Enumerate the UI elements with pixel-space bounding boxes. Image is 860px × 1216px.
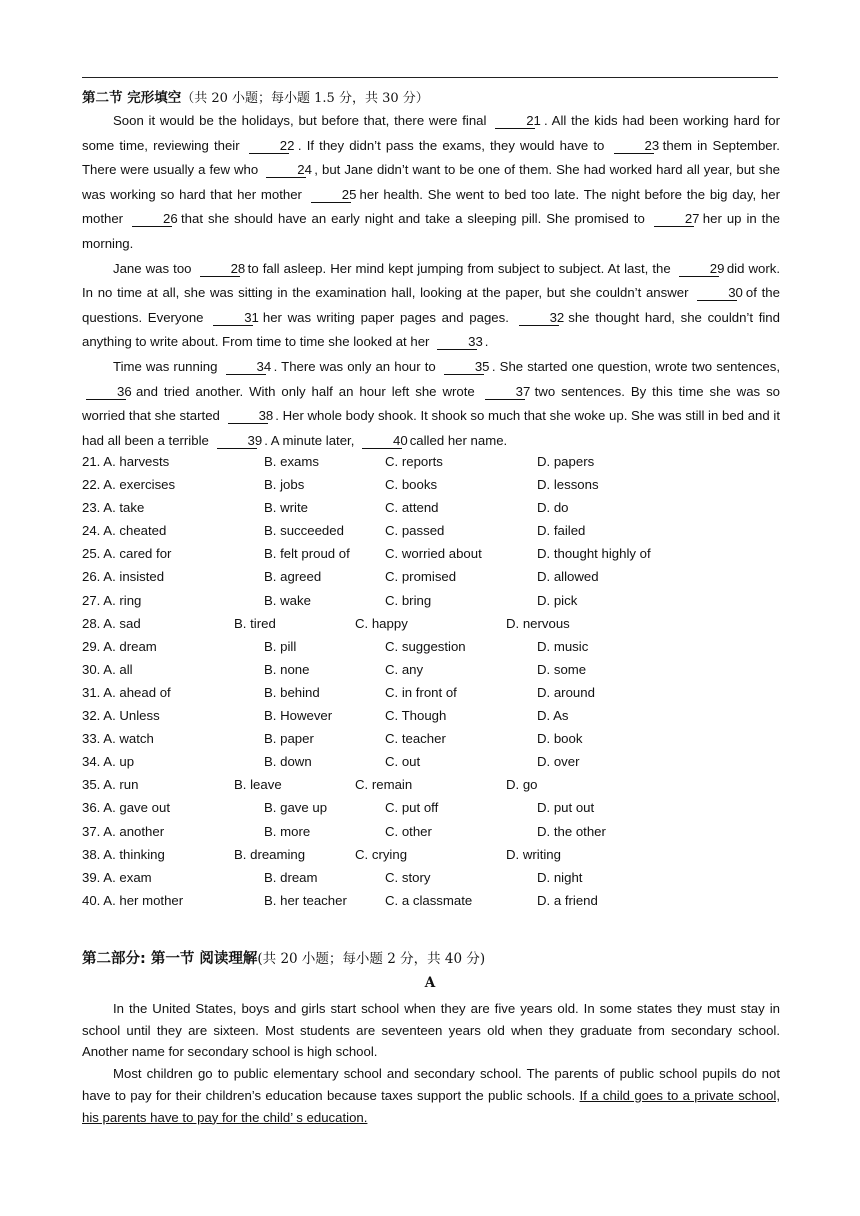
option-a: 36. A. gave out bbox=[82, 800, 170, 816]
option-b: B. dream bbox=[264, 869, 318, 885]
option-row bbox=[82, 777, 780, 800]
cloze-blank: 39 bbox=[217, 433, 257, 449]
option-row bbox=[82, 593, 780, 616]
option-row bbox=[82, 546, 780, 569]
cloze-blank: 33 bbox=[437, 334, 477, 350]
reading-paragraph-2 bbox=[82, 1063, 780, 1128]
option-c: C. crying bbox=[355, 846, 408, 862]
option-b: B. succeeded bbox=[264, 523, 344, 539]
cloze-text: did work. In no time at all, she was sitting in the examination hall, looking at the paper, but she couldn’t answer bbox=[82, 260, 781, 301]
cloze-text: she thought hard, she couldn’t find anything to write about. From time to time she looked at her bbox=[82, 309, 780, 350]
cloze-text: her was writing paper pages and pages. bbox=[262, 309, 509, 325]
option-d: D. papers bbox=[537, 454, 595, 469]
cloze-blank: 30 bbox=[697, 285, 737, 301]
option-a: 40. A. her mother bbox=[82, 892, 184, 908]
cloze-text: . She started one question, wrote two sentences, bbox=[491, 358, 781, 374]
option-a: 39. A. exam bbox=[82, 869, 152, 885]
cloze-blank: 35 bbox=[444, 359, 484, 375]
option-d: D. some bbox=[537, 661, 587, 677]
reading-paragraph-1: In the United States, boys and girls start school when they are five years old. In some states they must stay in school until they are sixteen. Most students are seventeen years old when they graduate from secondary school. Another name for secondary school is high school. bbox=[82, 1001, 780, 1060]
option-c: C. story bbox=[385, 869, 431, 885]
part2-note: (共 20 小题；每小题 2 分，共 40 分) bbox=[257, 951, 486, 967]
option-row bbox=[82, 477, 780, 500]
option-d: D. around bbox=[537, 684, 595, 700]
option-row bbox=[82, 523, 780, 546]
option-a: 31. A. ahead of bbox=[82, 684, 171, 700]
option-d: D. put out bbox=[537, 800, 595, 816]
option-c: C. teacher bbox=[385, 731, 446, 747]
option-d: D. do bbox=[537, 500, 569, 516]
option-c: C. bring bbox=[385, 592, 432, 608]
option-d: D. a friend bbox=[537, 892, 598, 908]
option-row bbox=[82, 754, 780, 777]
cloze-blank: 28 bbox=[200, 261, 240, 277]
option-c: C. other bbox=[385, 823, 432, 839]
option-c: C. a classmate bbox=[385, 892, 473, 908]
option-row bbox=[82, 569, 780, 592]
option-d: D. nervous bbox=[506, 615, 570, 631]
option-b: B. behind bbox=[264, 684, 320, 700]
option-row bbox=[82, 639, 780, 662]
cloze-text: her up in the morning. bbox=[82, 211, 780, 251]
option-a: 24. A. cheated bbox=[82, 523, 167, 539]
option-b: B. felt proud of bbox=[264, 546, 350, 562]
cloze-paragraph bbox=[82, 109, 780, 257]
option-c: C. in front of bbox=[385, 684, 457, 700]
cloze-text: , but Jane didn’t want to be one of them. She had worked hard all year, but she was working so hard that her mother bbox=[82, 162, 781, 202]
option-row bbox=[82, 731, 780, 754]
cloze-blank: 22 bbox=[249, 138, 289, 154]
option-c: C. promised bbox=[385, 569, 457, 585]
option-a: 21. A. harvests bbox=[82, 454, 170, 469]
cloze-blank: 26 bbox=[132, 211, 172, 227]
cloze-text: them in September. There were usually a few who bbox=[82, 137, 780, 178]
option-b: B. more bbox=[264, 823, 311, 839]
cloze-blank: 27 bbox=[654, 211, 694, 227]
option-a: 32. A. Unless bbox=[82, 708, 160, 724]
cloze-text: called her name. bbox=[409, 432, 508, 448]
options-list bbox=[82, 454, 780, 916]
part2-title: 第二部分: 第一节 阅读理解 bbox=[82, 951, 258, 967]
cloze-text: her health. She went to bed too late. The night before the big day, her mother bbox=[82, 186, 780, 227]
option-a: 30. A. all bbox=[82, 661, 133, 677]
option-d: D. thought highly of bbox=[537, 546, 651, 562]
option-d: D. night bbox=[537, 869, 583, 885]
cloze-text: . bbox=[484, 334, 489, 350]
cloze-blank: 37 bbox=[485, 384, 525, 400]
option-c: C. happy bbox=[355, 615, 408, 631]
option-a: 33. A. watch bbox=[82, 731, 154, 747]
option-d: D. pick bbox=[537, 592, 578, 608]
option-row bbox=[82, 616, 780, 639]
option-row bbox=[82, 454, 780, 477]
cloze-paragraph bbox=[82, 355, 780, 453]
option-c: C. reports bbox=[385, 454, 443, 469]
option-b: B. exams bbox=[264, 454, 319, 469]
option-d: D. over bbox=[537, 754, 580, 770]
section-title: 第二节 完形填空 bbox=[82, 90, 182, 106]
option-row bbox=[82, 824, 780, 847]
option-b: B. write bbox=[264, 500, 308, 516]
option-a: 26. A. insisted bbox=[82, 569, 165, 585]
option-c: C. worried about bbox=[385, 546, 482, 562]
option-a: 22. A. exercises bbox=[82, 477, 176, 493]
option-b: B. leave bbox=[234, 777, 282, 793]
cloze-text: to fall asleep. Her mind kept jumping from subject to subject. At last, the bbox=[247, 260, 671, 276]
passage-letter: A bbox=[424, 975, 436, 991]
cloze-text: two sentences. By this time she was so worried that she started bbox=[82, 383, 781, 424]
cloze-text: Jane was too bbox=[113, 260, 192, 276]
reading-passage bbox=[82, 998, 780, 1128]
cloze-blank: 23 bbox=[614, 138, 654, 154]
option-c: C. suggestion bbox=[385, 638, 466, 654]
option-b: B. down bbox=[264, 754, 312, 770]
option-a: 37. A. another bbox=[82, 823, 165, 839]
cloze-blank: 36 bbox=[86, 384, 126, 400]
option-b: B. agreed bbox=[264, 569, 322, 585]
part2-heading bbox=[82, 947, 485, 968]
option-row bbox=[82, 870, 780, 893]
option-c: C. attend bbox=[385, 500, 439, 516]
option-c: C. any bbox=[385, 661, 424, 677]
option-c: C. remain bbox=[355, 777, 413, 793]
cloze-text: . All the kids had been working hard for some time, reviewing their bbox=[82, 113, 780, 153]
option-d: D. failed bbox=[537, 523, 586, 539]
cloze-text: . There was only an hour to bbox=[273, 358, 436, 374]
option-b: B. gave up bbox=[264, 800, 328, 816]
option-d: D. go bbox=[506, 777, 538, 793]
option-row bbox=[82, 500, 780, 523]
option-b: B. jobs bbox=[264, 477, 305, 493]
option-d: D. music bbox=[537, 638, 589, 654]
cloze-text: . Her whole body shook. It shook so much that she woke up. She was still in bed and it had all been a terrible bbox=[82, 408, 780, 448]
option-b: B. paper bbox=[264, 731, 314, 747]
option-d: D. lessons bbox=[537, 477, 599, 493]
cloze-blank: 38 bbox=[228, 408, 268, 424]
cloze-blank: 34 bbox=[226, 359, 266, 375]
option-c: C. passed bbox=[385, 523, 445, 539]
option-row bbox=[82, 800, 780, 823]
cloze-text: . A minute later, bbox=[264, 432, 355, 448]
cloze-blank: 21 bbox=[495, 113, 535, 129]
option-row bbox=[82, 685, 780, 708]
option-a: 38. A. thinking bbox=[82, 846, 165, 862]
option-a: 27. A. ring bbox=[82, 592, 142, 608]
reading-paragraph-2-text: Most children go to public elementary school and secondary school. The parents of public school pupils do not have to pay for their children’s education because taxes support the public schools. bbox=[82, 1066, 780, 1103]
option-row bbox=[82, 893, 780, 916]
option-b: B. However bbox=[264, 708, 333, 724]
option-a: 35. A. run bbox=[82, 777, 139, 793]
option-a: 29. A. dream bbox=[82, 638, 157, 654]
section-heading bbox=[82, 86, 429, 106]
option-c: C. put off bbox=[385, 800, 439, 816]
option-d: D. the other bbox=[537, 823, 606, 839]
cloze-blank: 29 bbox=[679, 261, 719, 277]
option-b: B. her teacher bbox=[264, 892, 347, 908]
cloze-text: and tried another. With only half an hour left she wrote bbox=[135, 383, 475, 399]
option-d: D. allowed bbox=[537, 569, 599, 585]
cloze-text: Time was running bbox=[113, 358, 218, 374]
option-a: 23. A. take bbox=[82, 500, 145, 516]
option-row bbox=[82, 662, 780, 685]
cloze-blank: 32 bbox=[519, 310, 559, 326]
option-b: B. none bbox=[264, 661, 310, 677]
cloze-blank: 40 bbox=[362, 433, 402, 449]
option-a: 25. A. cared for bbox=[82, 546, 172, 562]
option-a: 28. A. sad bbox=[82, 615, 141, 631]
cloze-text: that she should have an early night and take a sleeping pill. She promised to bbox=[180, 211, 645, 227]
option-c: C. Though bbox=[385, 708, 447, 724]
option-d: D. As bbox=[537, 708, 569, 724]
option-d: D. writing bbox=[506, 846, 561, 862]
option-a: 34. A. up bbox=[82, 754, 135, 770]
cloze-blank: 24 bbox=[266, 162, 306, 178]
option-c: C. out bbox=[385, 754, 421, 770]
section-note: （共 20 小题；每小题 1.5 分，共 30 分） bbox=[181, 91, 429, 106]
cloze-passage bbox=[82, 109, 780, 453]
top-rule bbox=[82, 77, 778, 78]
option-b: B. wake bbox=[264, 592, 311, 608]
cloze-blank: 31 bbox=[213, 310, 253, 326]
reading-last-line: If a child goes to a private school, his parents have to pay for the child’ s education. bbox=[82, 1087, 780, 1125]
option-row bbox=[82, 847, 780, 870]
cloze-paragraph bbox=[82, 257, 780, 355]
option-b: B. pill bbox=[264, 638, 297, 654]
option-row bbox=[82, 708, 780, 731]
cloze-text: . If they didn’t pass the exams, they would have to bbox=[297, 137, 605, 153]
cloze-text: of the questions. Everyone bbox=[82, 285, 780, 325]
cloze-blank: 25 bbox=[311, 187, 351, 203]
option-b: B. tired bbox=[234, 615, 276, 631]
option-b: B. dreaming bbox=[234, 846, 306, 862]
cloze-text: Soon it would be the holidays, but before that, there were final bbox=[113, 113, 487, 128]
option-d: D. book bbox=[537, 731, 583, 747]
option-c: C. books bbox=[385, 477, 438, 493]
